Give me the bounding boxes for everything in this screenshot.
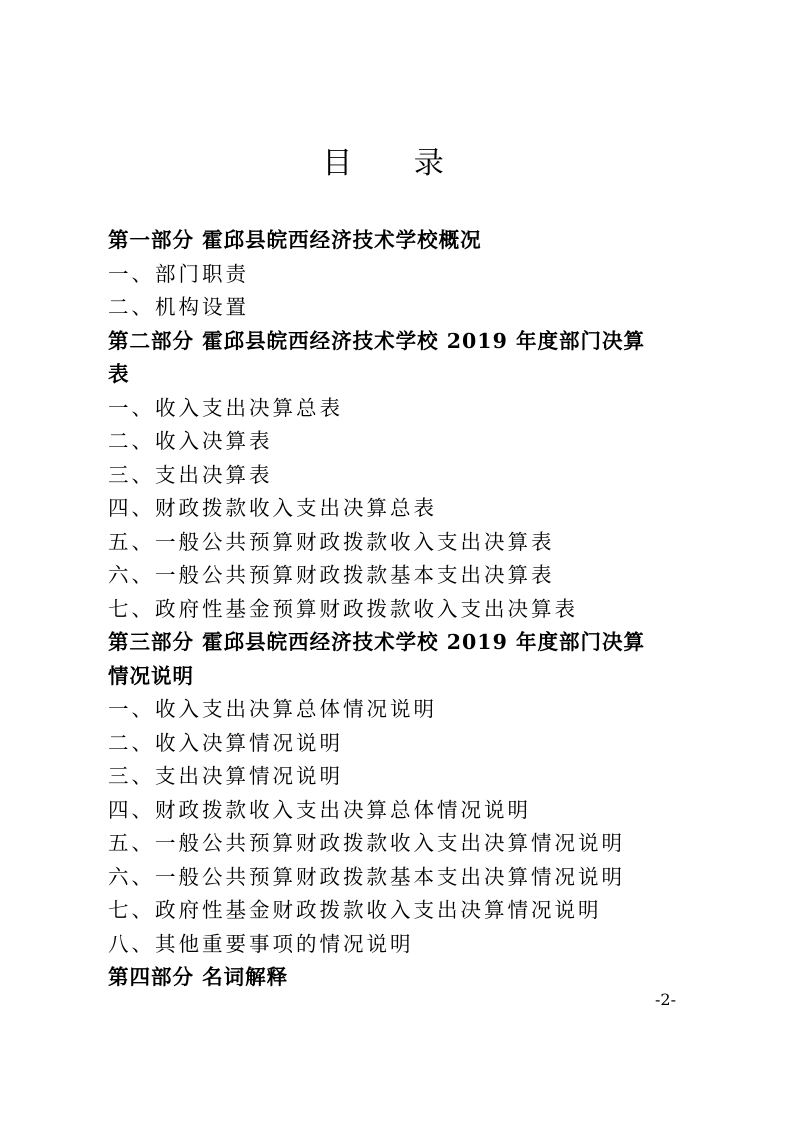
page-title: 目 录	[322, 146, 470, 181]
toc-item: 二、收入决算表	[108, 429, 273, 453]
toc-part-2-heading: 第二部分 霍邱县皖西经济技术学校 2019 年度部门决算	[108, 328, 645, 353]
toc-item: 六、一般公共预算财政拨款基本支出决算表	[108, 563, 555, 587]
page-number: -2-	[655, 990, 676, 1009]
toc-part-1-heading: 第一部分 霍邱县皖西经济技术学校概况	[108, 228, 482, 252]
toc-item: 三、支出决算情况说明	[108, 764, 343, 788]
toc-item: 七、政府性基金预算财政拨款收入支出决算表	[108, 596, 578, 621]
toc-item: 二、收入决算情况说明	[108, 730, 343, 755]
toc-item: 三、支出决算表	[108, 462, 273, 487]
toc-item: 一、收入支出决算总表	[108, 395, 343, 420]
toc-part-4-heading: 第四部分 名词解释	[108, 965, 289, 989]
toc-item: 一、部门职责	[108, 261, 249, 286]
toc-item: 四、财政拨款收入支出决算总体情况说明	[108, 797, 531, 822]
toc-item: 六、一般公共预算财政拨款基本支出决算情况说明	[108, 864, 625, 889]
toc-item: 二、机构设置	[108, 295, 249, 319]
toc-item: 五、一般公共预算财政拨款收入支出决算情况说明	[108, 831, 625, 855]
toc-item: 七、政府性基金财政拨款收入支出决算情况说明	[108, 898, 602, 922]
toc-item: 八、其他重要事项的情况说明	[108, 931, 414, 956]
table-of-contents	[108, 224, 708, 995]
toc-item: 四、财政拨款收入支出决算总表	[108, 496, 437, 520]
toc-part-3-heading: 第三部分 霍邱县皖西经济技术学校 2019 年度部门决算	[108, 630, 645, 654]
toc-item: 五、一般公共预算财政拨款收入支出决算表	[108, 529, 555, 554]
toc-part-3-heading-continued: 情况说明	[108, 663, 194, 688]
toc-part-2-heading-continued: 表	[108, 362, 130, 386]
toc-item: 一、收入支出决算总体情况说明	[108, 697, 437, 721]
